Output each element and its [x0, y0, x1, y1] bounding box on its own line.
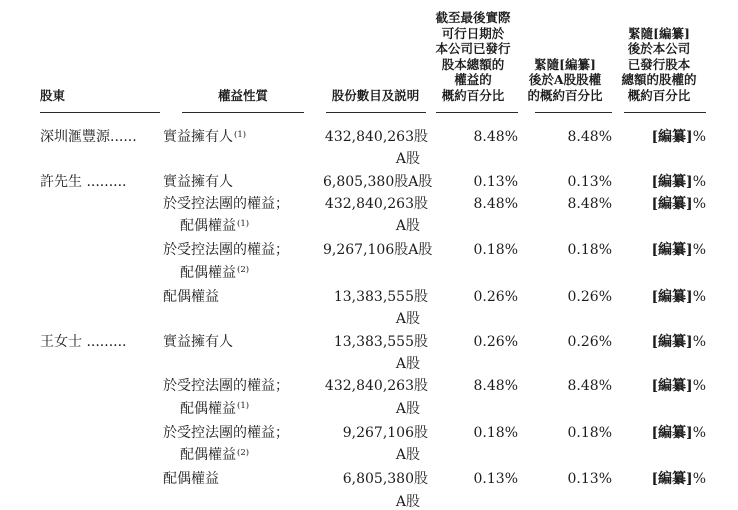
- nature-line: 於受控法團的權益；: [163, 195, 289, 212]
- cell-shareholder: 深圳滙豐源......: [40, 129, 137, 145]
- shares-line: 13,383,555股: [333, 289, 428, 306]
- cell-pct-a-shares: 0.26%: [567, 289, 612, 306]
- header-line: 後於本公司: [627, 41, 691, 56]
- cell-pct-current: 8.48%: [473, 129, 518, 145]
- cell-nature: [163, 422, 323, 469]
- cell-shares: [323, 171, 433, 193]
- cell-pct-a-shares: 0.18%: [567, 242, 612, 259]
- nature-line: 配偶權益: [163, 289, 219, 306]
- table-row: [40, 468, 706, 510]
- header-underlines: [40, 112, 706, 113]
- cell-pct-total: [編纂]%: [651, 471, 706, 488]
- nature-line: 配偶權益$^{(1)}$: [180, 218, 250, 235]
- shares-line: A股: [395, 493, 420, 510]
- cell-pct-a-shares: 8.48%: [567, 195, 612, 212]
- cell-nature: [163, 126, 323, 171]
- shares-line: 432,840,263股: [324, 195, 428, 212]
- shares-line: 9,267,106股: [342, 424, 428, 441]
- header-line: 緊隨[編纂]: [534, 56, 596, 72]
- cell-pct-current: 0.18%: [473, 424, 518, 441]
- header-rule: [40, 112, 160, 113]
- redacted-placeholder: [編纂]: [651, 289, 693, 306]
- cell-shares: [323, 193, 428, 240]
- cell-pct-a-shares: 0.18%: [567, 424, 612, 441]
- table-body: [40, 126, 706, 510]
- cell-pct-total: [編纂]%: [651, 173, 706, 190]
- header-line: 已發行股本: [627, 56, 691, 72]
- header-line: 權益性質: [217, 87, 268, 103]
- cell-pct-current: 0.26%: [473, 289, 518, 306]
- underline-cell: [163, 112, 323, 113]
- cell-pct-current: 0.18%: [473, 242, 518, 259]
- table-row: [40, 375, 706, 422]
- nature-line: 於受控法團的權益；: [163, 378, 289, 395]
- cell-nature: [163, 286, 323, 331]
- cell-shares: [323, 468, 428, 510]
- nature-line: 於受控法團的權益；: [163, 424, 289, 441]
- header-line: 股本總額的: [441, 56, 505, 72]
- cell-shares: [323, 375, 428, 422]
- footnote-ref: (2): [237, 447, 250, 458]
- redacted-placeholder: [編纂]: [651, 129, 693, 145]
- shareholding-table: [40, 0, 706, 510]
- cell-nature: [163, 171, 323, 193]
- shares-line: 432,840,263股: [324, 129, 428, 145]
- header-line: 可行日期於: [441, 25, 505, 41]
- header-rule: [436, 112, 518, 113]
- cell-pct-total: [編纂]%: [651, 195, 706, 212]
- redacted-placeholder: [編纂]: [651, 471, 693, 488]
- cell-nature: [163, 468, 323, 510]
- table-header-row: [40, 0, 706, 103]
- cell-shareholder: [40, 468, 163, 510]
- header-rule: [182, 112, 304, 113]
- col-header-pct-current: [428, 10, 518, 103]
- nature-line: 配偶權益$^{(2)}$: [180, 264, 250, 281]
- shares-line: 13,383,555股: [333, 333, 428, 350]
- header-rule: [326, 112, 426, 113]
- footnote-ref: (2): [237, 265, 250, 276]
- redacted-placeholder: [編纂]: [651, 195, 693, 212]
- cell-pct-total: [編纂]%: [651, 129, 706, 145]
- header-line: 概約百分比: [627, 87, 691, 103]
- table-row: [40, 126, 706, 171]
- footnote-ref: (1): [234, 129, 247, 140]
- header-line: 截至最後實際: [435, 10, 511, 25]
- footnote-ref: (1): [237, 218, 250, 229]
- cell-nature: [163, 239, 323, 286]
- col-header-shareholder: [40, 88, 163, 104]
- header-rule: [624, 112, 706, 113]
- cell-shares: [323, 126, 428, 171]
- col-header-shares: [323, 88, 428, 104]
- cell-shareholder: [40, 286, 163, 331]
- nature-line: 實益擁有人: [163, 333, 233, 350]
- nature-line: 配偶權益$^{(2)}$: [180, 447, 250, 464]
- header-line: 本公司已發行: [435, 41, 511, 56]
- header-line: 股份數目及説明: [331, 87, 420, 103]
- redacted-placeholder: [編纂]: [651, 242, 693, 259]
- cell-pct-total: [編纂]%: [651, 242, 706, 259]
- shares-line: 6,805,380股A股: [323, 173, 433, 190]
- header-line: 概約百分比: [441, 87, 505, 103]
- cell-shareholder: 王女士 .........: [40, 333, 127, 350]
- shares-line: A股: [395, 355, 420, 372]
- cell-pct-a-shares: 8.48%: [567, 129, 612, 145]
- cell-nature: [163, 331, 323, 376]
- header-line: 緊隨[編纂]: [628, 25, 690, 41]
- shares-line: A股: [395, 447, 420, 464]
- header-line: 的概約百分比: [527, 87, 603, 103]
- nature-line: 配偶權益$^{(1)}$: [180, 400, 250, 417]
- col-header-pct-a-shares: [518, 57, 612, 104]
- redacted-placeholder: [編纂]: [651, 378, 693, 395]
- header-rule: [535, 112, 612, 113]
- cell-pct-a-shares: 8.48%: [567, 378, 612, 395]
- nature-line: 於受控法團的權益；: [163, 242, 289, 259]
- table-row: [40, 422, 706, 469]
- header-line: 總額的股權的: [621, 72, 697, 87]
- col-header-nature: [163, 88, 323, 104]
- underline-cell: [518, 112, 612, 113]
- cell-shares: [323, 422, 428, 469]
- redacted-placeholder: [編纂]: [651, 333, 693, 350]
- cell-pct-current: 8.48%: [473, 378, 518, 395]
- cell-nature: [163, 193, 323, 240]
- nature-line: 配偶權益: [163, 471, 219, 488]
- cell-pct-a-shares: 0.26%: [567, 333, 612, 350]
- shares-line: A股: [395, 151, 420, 168]
- redacted-placeholder: [編纂]: [559, 56, 596, 72]
- header-line: 股東: [40, 87, 66, 103]
- cell-nature: [163, 375, 323, 422]
- table-row: [40, 193, 706, 240]
- shares-line: 6,805,380股: [342, 471, 428, 488]
- header-line: 後於A股股權: [528, 72, 602, 87]
- cell-pct-total: [編纂]%: [651, 424, 706, 441]
- shares-line: 9,267,106股A股: [323, 242, 433, 259]
- cell-pct-current: 0.13%: [473, 471, 518, 488]
- shares-line: A股: [395, 218, 420, 235]
- nature-line: 實益擁有人$^{(1)}$: [163, 129, 247, 145]
- nature-line: 實益擁有人: [163, 173, 233, 190]
- table-row: [40, 171, 706, 193]
- cell-shares: [323, 331, 428, 376]
- shares-line: A股: [395, 311, 420, 328]
- cell-pct-total: [編纂]%: [651, 378, 706, 395]
- table-row: [40, 239, 706, 286]
- cell-pct-total: [編纂]%: [651, 333, 706, 350]
- table-row: [40, 331, 706, 376]
- footnote-ref: (1): [237, 401, 250, 412]
- cell-pct-current: 8.48%: [473, 195, 518, 212]
- table-row: [40, 286, 706, 331]
- cell-shareholder: [40, 239, 163, 286]
- header-line: 權益的: [454, 72, 492, 87]
- cell-shareholder: 許先生 .........: [40, 173, 127, 190]
- underline-cell: [612, 112, 706, 113]
- cell-shares: [323, 239, 433, 286]
- shares-line: A股: [395, 400, 420, 417]
- redacted-placeholder: [編纂]: [653, 25, 690, 41]
- cell-pct-current: 0.13%: [473, 173, 518, 190]
- cell-pct-total: [編纂]%: [651, 289, 706, 306]
- cell-shareholder: [40, 193, 163, 240]
- cell-shareholder: [40, 422, 163, 469]
- redacted-placeholder: [編纂]: [651, 173, 693, 190]
- col-header-pct-total: [612, 26, 706, 104]
- cell-pct-a-shares: 0.13%: [567, 471, 612, 488]
- shares-line: 432,840,263股: [324, 378, 428, 395]
- redacted-placeholder: [編纂]: [651, 424, 693, 441]
- cell-pct-a-shares: 0.13%: [567, 173, 612, 190]
- cell-shareholder: [40, 375, 163, 422]
- underline-cell: [428, 112, 518, 113]
- underline-cell: [323, 112, 428, 113]
- cell-pct-current: 0.26%: [473, 333, 518, 350]
- cell-shares: [323, 286, 428, 331]
- underline-cell: [40, 112, 163, 113]
